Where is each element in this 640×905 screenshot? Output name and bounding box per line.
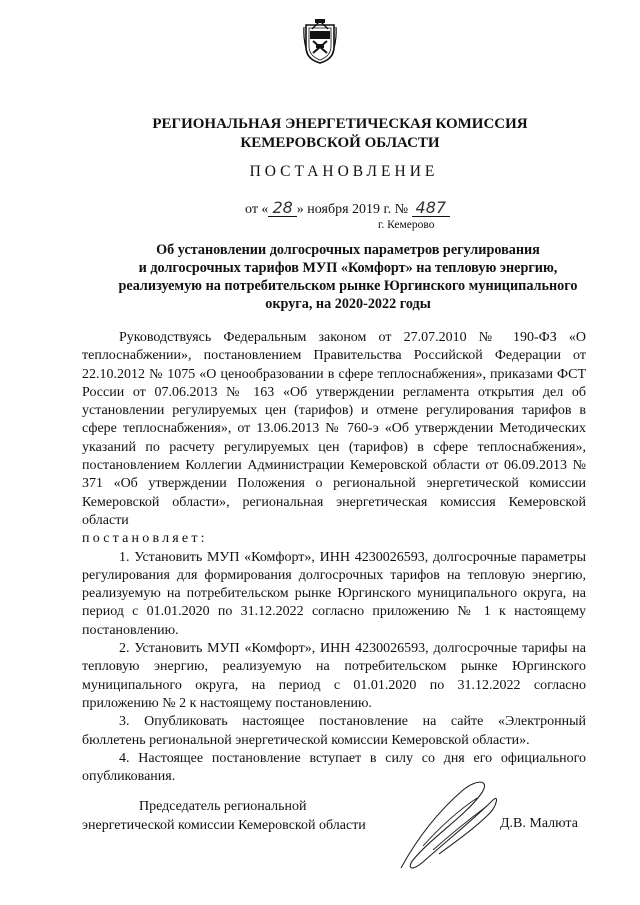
date-day: 28 (268, 200, 296, 217)
subject-line-4: округа, на 2020-2022 годы (265, 296, 431, 312)
signer-position-line-1: Председатель региональной (139, 799, 307, 814)
coat-of-arms-emblem (303, 17, 337, 65)
date-month-year: » ноября 2019 г. № (296, 202, 409, 217)
item-2-paragraph: 2. Установить МУП «Комфорт», ИНН 4230026593, долгосрочные тарифы на тепловую энергию, реализуемую на потребительском рынке Юргинского муниципального округа, на период с 01.01.2020 по 31.12.2022 согласно приложению № 2 к настоящему постановлению. (82, 641, 586, 711)
subject-line-3: реализуемую на потребительском рынке Юргинского муниципального (118, 278, 578, 294)
resolves-paragraph: постановляет: (82, 531, 208, 547)
document-body (82, 329, 586, 786)
signer-position-line-2: энергетической комиссии Кемеровской области (82, 818, 366, 833)
organization-line-1: РЕГИОНАЛЬНАЯ ЭНЕРГЕТИЧЕСКАЯ КОМИССИЯ (152, 116, 528, 132)
signer-name: Д.В. Малюта (500, 816, 578, 831)
document-type: ПОСТАНОВЛЕНИЕ (249, 163, 439, 180)
subject-line-2: и долгосрочных тарифов МУП «Комфорт» на тепловую энергию, (138, 260, 558, 276)
organization-line-2: КЕМЕРОВСКОЙ ОБЛАСТИ (240, 135, 440, 151)
document-number: 487 (412, 200, 451, 217)
item-1-paragraph: 1. Установить МУП «Комфорт», ИНН 4230026593, долгосрочные параметры регулирования для формирования долгосрочных тарифов на тепловую энергию, реализуемую на потребительском рынке Юргинского муниципального округа, на период с 01.01.2020 по 31.12.2022 согласно приложению № 1 к настоящему постановлению. (82, 549, 586, 638)
subject-line-1: Об установлении долгосрочных параметров регулирования (156, 242, 540, 258)
preamble-paragraph: Руководствуясь Федеральным законом от 27.07.2010 № 190-ФЗ «О теплоснабжении», постановлением Правительства Российской Федерации от 22.10.2012 № 1075 «О ценообразовании в сфере теплоснабжения», приказами ФСТ России от 07.06.2013 № 163 «Об утверждении регламента открытия дел об установлении регулируемых цен (тарифов) и отмене регулирования тарифов в сфере теплоснабжения», от 13.06.2013 № 760-э «Об утверждении Методических указаний по расчету регулируемых цен (тарифов) в сфере теплоснабжения», постановлением Коллегии Администрации Кемеровской области от 06.09.2013 № 371 «Об утверждении Положения о региональной энергетической комиссии Кемеровской области», региональная энергетическая комиссия Кемеровской области (82, 330, 586, 528)
date-line (245, 200, 450, 218)
organization-name (0, 115, 640, 153)
item-3-paragraph: 3. Опубликовать настоящее постановление на сайте «Электронный бюллетень региональной энергетической комиссии Кемеровской области». (82, 714, 586, 748)
city-label: г. Кемерово (378, 219, 435, 231)
signer-position (82, 797, 366, 835)
document-subject (110, 241, 586, 313)
handwritten-signature (393, 776, 503, 876)
date-prefix: от « (245, 202, 269, 217)
item-4-paragraph: 4. Настоящее постановление вступает в силу со дня его официального опубликования. (82, 750, 586, 785)
